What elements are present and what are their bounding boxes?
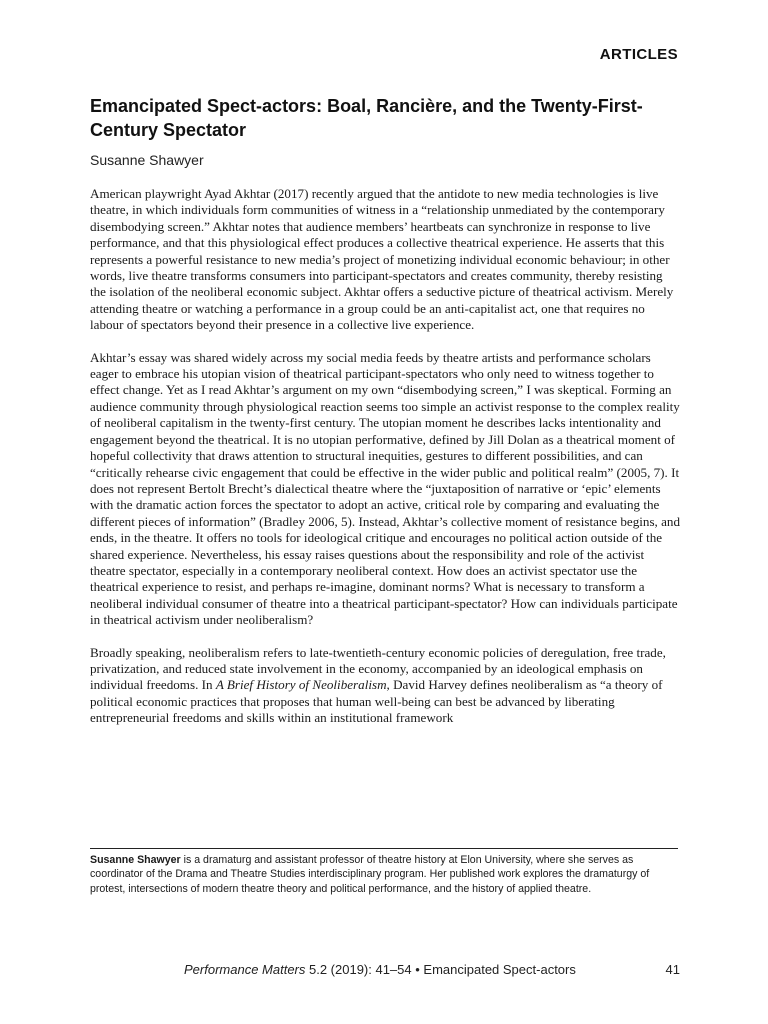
author-bio	[90, 853, 680, 896]
article-author: Susanne Shawyer	[90, 152, 204, 168]
body-paragraph-3-text-end: David Harvey defines neoliberalism as “a theory of political economic practices that proposes that human well-being can best be advanced by liberating entrepreneurial freedoms and skills within an institutional framework	[90, 677, 663, 726]
section-label: ARTICLES	[599, 46, 678, 63]
body-paragraph-1: American playwright Ayad Akhtar (2017) recently argued that the antidote to new media technologies is live theatre, in which individuals form communities of witness in a “relationship unmediated by the contemporary disembodying screen.” Akhtar notes that audience members’ heartbeats can synchronize in response to live performance, and that this physiological effect produces a collective theatrical experience. He asserts that this represents a powerful resistance to new media’s project of monetizing individual economic behaviour; in other words, live theatre transforms consumers into participant-spectators and creates community, thereby resisting the isolation of the neoliberal economic subject. Akhtar offers a seductive picture of theatrical activism. Merely attending theatre or watching a performance in a group could be an anti-capitalist act, one that requires no labour of spectators beyond their presence in a collective live experience.	[90, 186, 674, 333]
footnote-divider	[90, 848, 678, 849]
body-paragraph-3	[90, 645, 680, 727]
footer-citation-details: 5.2 (2019): 41–54 • Emancipated Spect-actors	[305, 962, 576, 977]
journal-name: Performance Matters	[184, 962, 306, 977]
footer-citation	[184, 962, 576, 977]
author-bio-name: Susanne Shawyer	[90, 854, 181, 866]
article-title: Emancipated Spect-actors: Boal, Rancière, and the Twenty-First-Century Spectator	[90, 96, 643, 140]
article-body	[90, 186, 680, 743]
author-bio-text: is a dramaturg and assistant professor of theatre history at Elon University, where she serves as coordinator of the Drama and Theatre Studies interdisciplinary program. Her published work explores the dramaturgy of protest, intersections of modern theatre theory and political performance, and the history of applied theatre.	[90, 854, 650, 895]
body-paragraph-2: Akhtar’s essay was shared widely across my social media feeds by theatre artists and performance scholars eager to embrace his utopian vision of theatrical participant-spectators who only need to witness together to effect change. Yet as I read Akhtar’s argument on my own “disembodying screen,” I was skeptical. Forming an audience community through physiological reaction seems too simple an activist response to the complex reality of neoliberal capitalism in the twenty-first century. The utopian moment he describes lacks intentionality and engagement beyond the theatrical. It is no utopian performative, defined by Jill Dolan as a theatrical moment of hopeful collectivity that draws attention to structural inequities, gestures to different possibilities, and can “critically rehearse civic engagement that could be effective in the wider public and political realm” (2005, 7). It does not represent Bertolt Brecht’s dialectical theatre where the “juxtaposition of narrative or ‘epic’ elements with the dramatic action forces the spectator to adopt an active, critical role by comparing and evaluating the different pieces of information” (Bradley 2006, 5). Instead, Akhtar’s collective moment of resistance begins, and ends, in the theatre. It offers no tools for ideological critique and encourages no political action outside of the shared experience. Nevertheless, his essay raises questions about the responsibility and role of the activist theatre spectator, especially in a contemporary neoliberal context. How does an activist spectator use the theatrical experience to resist, and perhaps re-imagine, dominant norms? What is necessary to transform a neoliberal individual consumer of theatre into a theatrical participant-spectator? How can individuals participate in theatrical activism under neoliberalism?	[90, 349, 681, 628]
book-title-reference: A Brief History of Neoliberalism,	[215, 677, 390, 693]
page-number: 41	[665, 962, 680, 977]
body-paragraph-3-text-start: Broadly speaking, neoliberalism refers to late-twentieth-century economic policies of deregulation, free trade, privatization, and reduced state involvement in the economy, accompanied by an ideological emphasis on individual freedoms. In	[90, 644, 666, 693]
